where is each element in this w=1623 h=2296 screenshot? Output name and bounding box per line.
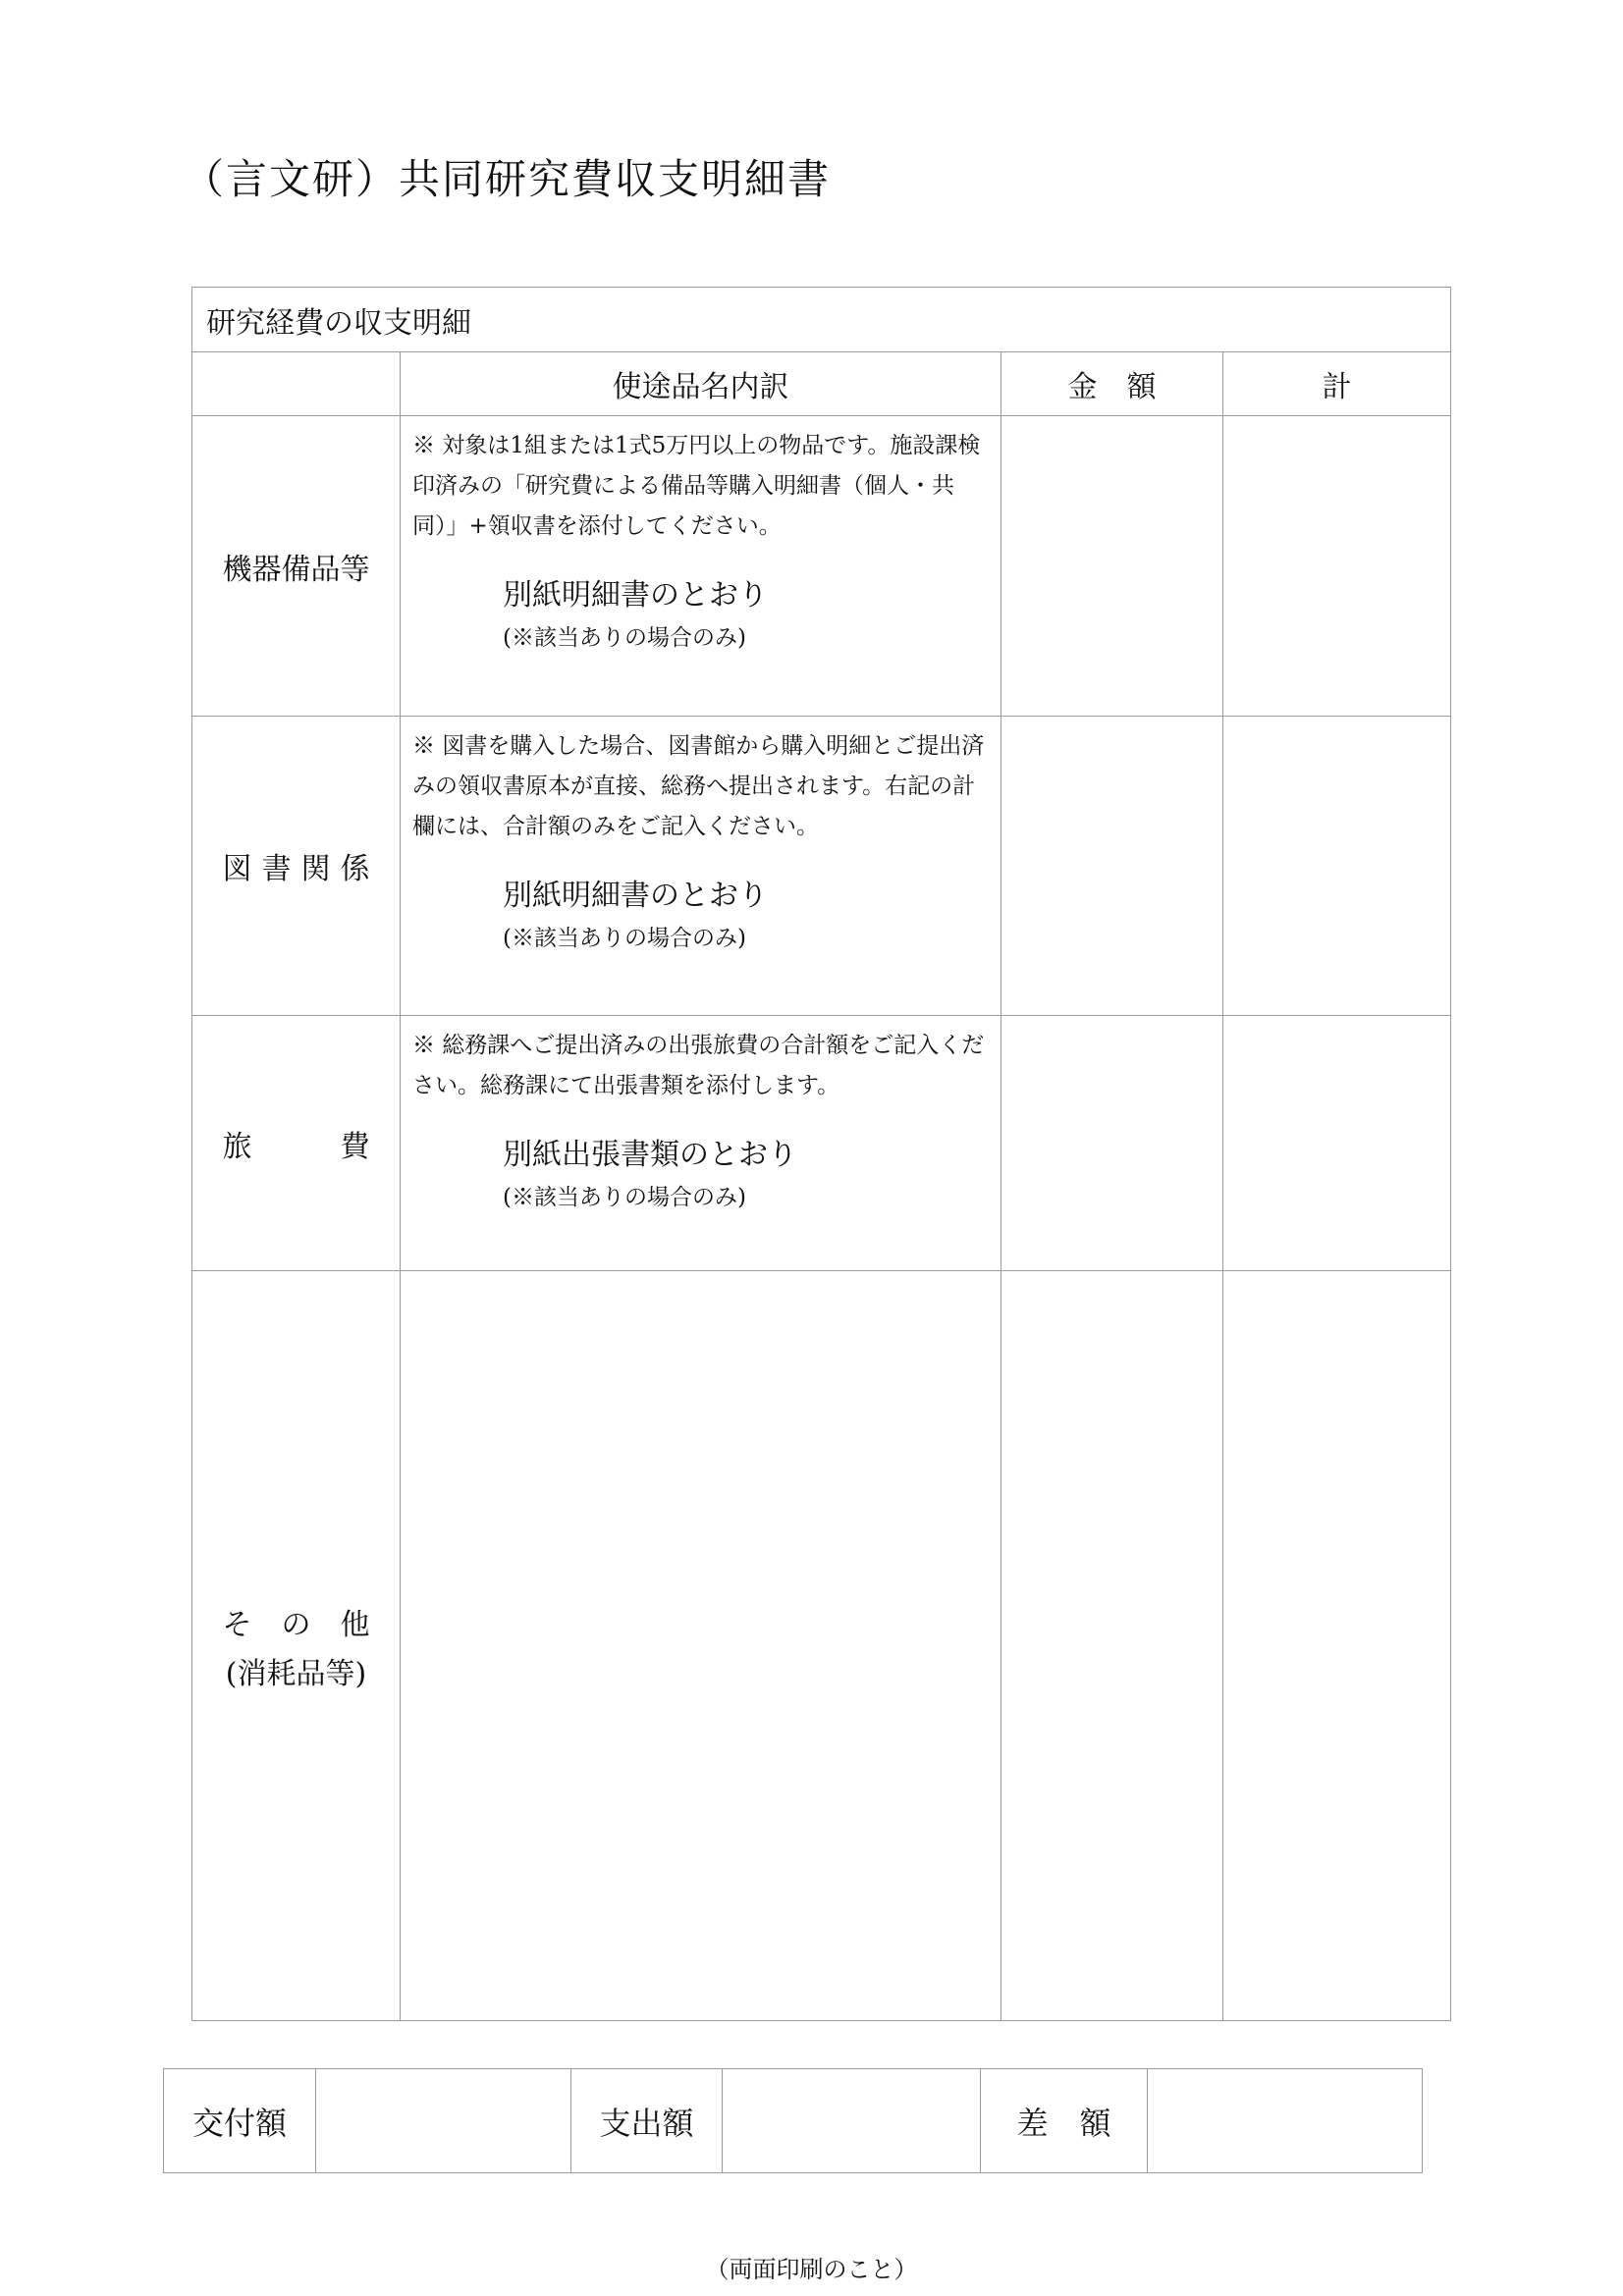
table-caption: 研究経費の収支明細 — [192, 288, 1451, 352]
category-label: そ の 他 — [222, 1607, 370, 1642]
table-row-books — [192, 717, 1451, 1016]
reference-text: 別紙出張書類のとおり — [503, 1138, 797, 1172]
category-label: 図書関係 — [222, 852, 370, 886]
category-label: 旅費 — [222, 1129, 370, 1164]
table-row-travel — [192, 1016, 1451, 1271]
category-other — [192, 1271, 401, 2021]
description-cell-equipment[interactable] — [401, 416, 1001, 717]
condition-text: (※該当ありの場合のみ) — [503, 926, 746, 951]
total-cell-travel[interactable] — [1223, 1016, 1451, 1271]
print-instruction-footer: （両面印刷のこと） — [705, 2256, 918, 2283]
instruction-note: ※ 総務課へご提出済みの出張旅費の合計額をご記入ください。総務課にて出張書類を添付します。 — [412, 1033, 985, 1098]
grant-amount-field[interactable] — [316, 2069, 571, 2173]
condition-text: (※該当ありの場合のみ) — [503, 625, 746, 651]
amount-cell-travel[interactable] — [1001, 1016, 1223, 1271]
expense-amount-field[interactable] — [723, 2069, 981, 2173]
difference-field[interactable] — [1148, 2069, 1423, 2173]
description-cell-other[interactable] — [401, 1271, 1001, 2021]
condition-text: (※該当ありの場合のみ) — [503, 1185, 746, 1210]
category-travel — [192, 1016, 401, 1271]
amount-cell-books[interactable] — [1001, 717, 1223, 1016]
document-title: （言文研）共同研究費収支明細書 — [183, 155, 832, 203]
summary-table — [163, 2068, 1423, 2173]
instruction-note: ※ 図書を購入した場合、図書館から購入明細とご提出済みの領収書原本が直接、総務へ提出されます。右記の計欄には、合計額のみをご記入ください。 — [412, 733, 985, 839]
category-books — [192, 717, 401, 1016]
header-amount: 金 額 — [1001, 352, 1223, 416]
difference-label: 差 額 — [981, 2069, 1148, 2173]
description-cell-books[interactable] — [401, 717, 1001, 1016]
summary-row — [164, 2069, 1423, 2173]
table-row-equipment — [192, 416, 1451, 717]
description-cell-travel[interactable] — [401, 1016, 1001, 1271]
total-cell-books[interactable] — [1223, 717, 1451, 1016]
category-equipment — [192, 416, 401, 717]
table-row-other — [192, 1271, 1451, 2021]
category-label: 機器備品等 — [222, 552, 370, 587]
amount-cell-equipment[interactable] — [1001, 416, 1223, 717]
grant-amount-label: 交付額 — [164, 2069, 316, 2173]
category-sublabel: (消耗品等) — [225, 1656, 367, 1691]
header-description: 使途品名内訳 — [401, 352, 1001, 416]
amount-cell-other[interactable] — [1001, 1271, 1223, 2021]
total-cell-equipment[interactable] — [1223, 416, 1451, 717]
header-total: 計 — [1223, 352, 1451, 416]
reference-text: 別紙明細書のとおり — [503, 578, 768, 613]
total-cell-other[interactable] — [1223, 1271, 1451, 2021]
table-header-row — [192, 352, 1451, 416]
expense-detail-table — [191, 287, 1451, 2021]
reference-text: 別紙明細書のとおり — [503, 879, 768, 913]
instruction-note: ※ 対象は1組または1式5万円以上の物品です。施設課検印済みの「研究費による備品等購入明細書（個人・共同）」+領収書を添付してください。 — [412, 433, 981, 539]
expense-amount-label: 支出額 — [571, 2069, 723, 2173]
header-blank-cell — [192, 352, 401, 416]
table-caption-row — [192, 288, 1451, 352]
